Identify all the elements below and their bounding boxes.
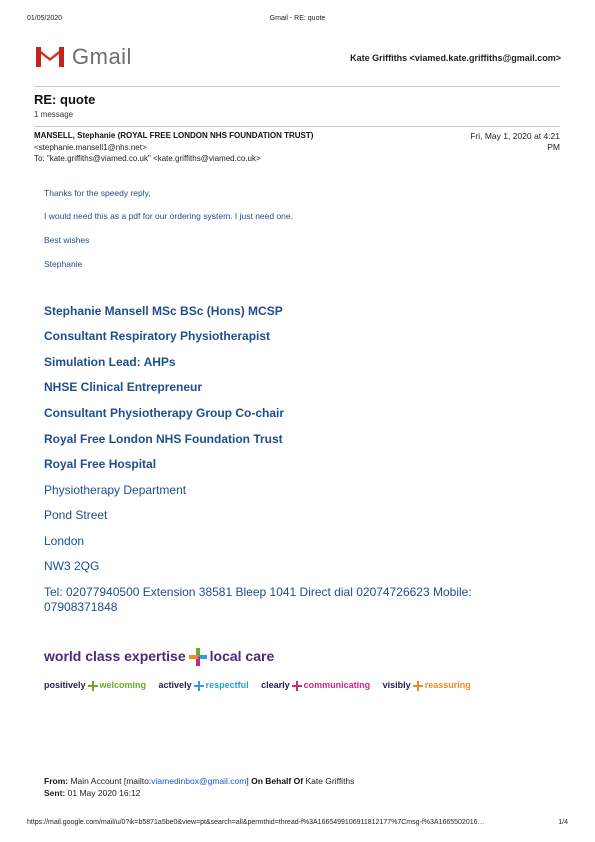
on-behalf-label: On Behalf Of xyxy=(251,776,304,786)
signature-line: Consultant Respiratory Physiotherapist xyxy=(44,329,271,343)
green-cross-icon xyxy=(88,681,98,691)
signature-name: Stephanie Mansell MSc BSc (Hons) MCSP xyxy=(44,304,283,318)
message-count: 1 message xyxy=(34,110,74,119)
signature-line: Royal Free London NHS Foundation Trust xyxy=(44,432,283,446)
header-divider xyxy=(34,86,560,87)
print-title: Gmail - RE: quote xyxy=(269,15,326,22)
gmail-logo-icon xyxy=(34,45,66,69)
sent-value: 01 May 2020 16:12 xyxy=(67,788,141,798)
sender-email[interactable]: <stephanie.mansell1@nhs.net> xyxy=(34,143,147,152)
page-number: 1/4 xyxy=(558,819,568,826)
value-word: communicating xyxy=(303,680,371,690)
message-date-line2: PM xyxy=(547,142,560,152)
signature-line: Royal Free Hospital xyxy=(44,457,157,471)
value-word: actively xyxy=(158,680,192,690)
recipient-line: To: "kate.griffiths@viamed.co.uk" <kate.griffiths@viamed.co.uk> xyxy=(34,154,261,163)
colour-cross-icon xyxy=(189,648,207,666)
subject-divider xyxy=(34,126,560,127)
forwarded-from-line xyxy=(44,776,354,786)
signature-address-line: NW3 2QG xyxy=(44,559,100,573)
sender-name: MANSELL, Stephanie (ROYAL FREE LONDON NHS FOUNDATION TRUST) xyxy=(34,131,314,140)
message-date-line1: Fri, May 1, 2020 at 4:21 xyxy=(470,131,560,141)
body-line: Best wishes xyxy=(44,235,90,245)
account-name[interactable]: Kate Griffiths <viamed.kate.griffiths@gmail.com> xyxy=(350,53,561,63)
signature-line: Simulation Lead: AHPs xyxy=(44,355,176,369)
signature-line: NHSE Clinical Entrepreneur xyxy=(44,380,203,394)
from-label: From: xyxy=(44,776,69,786)
banner-left-text: world class expertise xyxy=(44,648,186,664)
forwarded-sent-line xyxy=(44,788,140,798)
body-line: I would need this as a pdf for our ordering system. I just need one. xyxy=(44,211,294,221)
signature-telephone: Tel: 02077940500 Extension 38581 Bleep 1041 Direct dial 02074726623 Mobile: 07908371848 xyxy=(44,585,472,614)
trust-banner xyxy=(44,648,274,666)
value-word: respectful xyxy=(205,680,249,690)
email-subject: RE: quote xyxy=(34,92,96,107)
print-date: 01/05/2020 xyxy=(27,15,63,22)
from-close: ] xyxy=(246,776,249,786)
orange-cross-icon xyxy=(413,681,423,691)
value-word: clearly xyxy=(261,680,290,690)
from-text: Main Account [mailto: xyxy=(70,776,152,786)
pink-cross-icon xyxy=(292,681,302,691)
signature-line: Consultant Physiotherapy Group Co-chair xyxy=(44,406,285,420)
from-email-link[interactable]: viamedinbox@gmail.com xyxy=(151,776,247,786)
sent-label: Sent: xyxy=(44,788,66,798)
banner-right-text: local care xyxy=(209,648,275,664)
signature-address-line: London xyxy=(44,534,85,548)
message-date xyxy=(440,131,560,153)
value-word: reassuring xyxy=(424,680,471,690)
value-word: visibly xyxy=(382,680,411,690)
body-line: Thanks for the speedy reply, xyxy=(44,188,151,198)
print-url: https://mail.google.com/mail/u/0?ik=b5871a5be0&view=pt&search=all&permthid=thread-f%3A1665499106911812177%7Cmsg-f%3A1665502016… xyxy=(27,819,485,826)
body-line: Stephanie xyxy=(44,259,83,269)
on-behalf-name: Kate Griffiths xyxy=(305,776,355,786)
blue-cross-icon xyxy=(194,681,204,691)
trust-values-strip xyxy=(44,680,471,691)
value-word: welcoming xyxy=(99,680,147,690)
gmail-wordmark: Gmail xyxy=(72,44,132,69)
value-word: positively xyxy=(44,680,86,690)
signature-address-line: Physiotherapy Department xyxy=(44,483,187,497)
signature-address-line: Pond Street xyxy=(44,508,108,522)
